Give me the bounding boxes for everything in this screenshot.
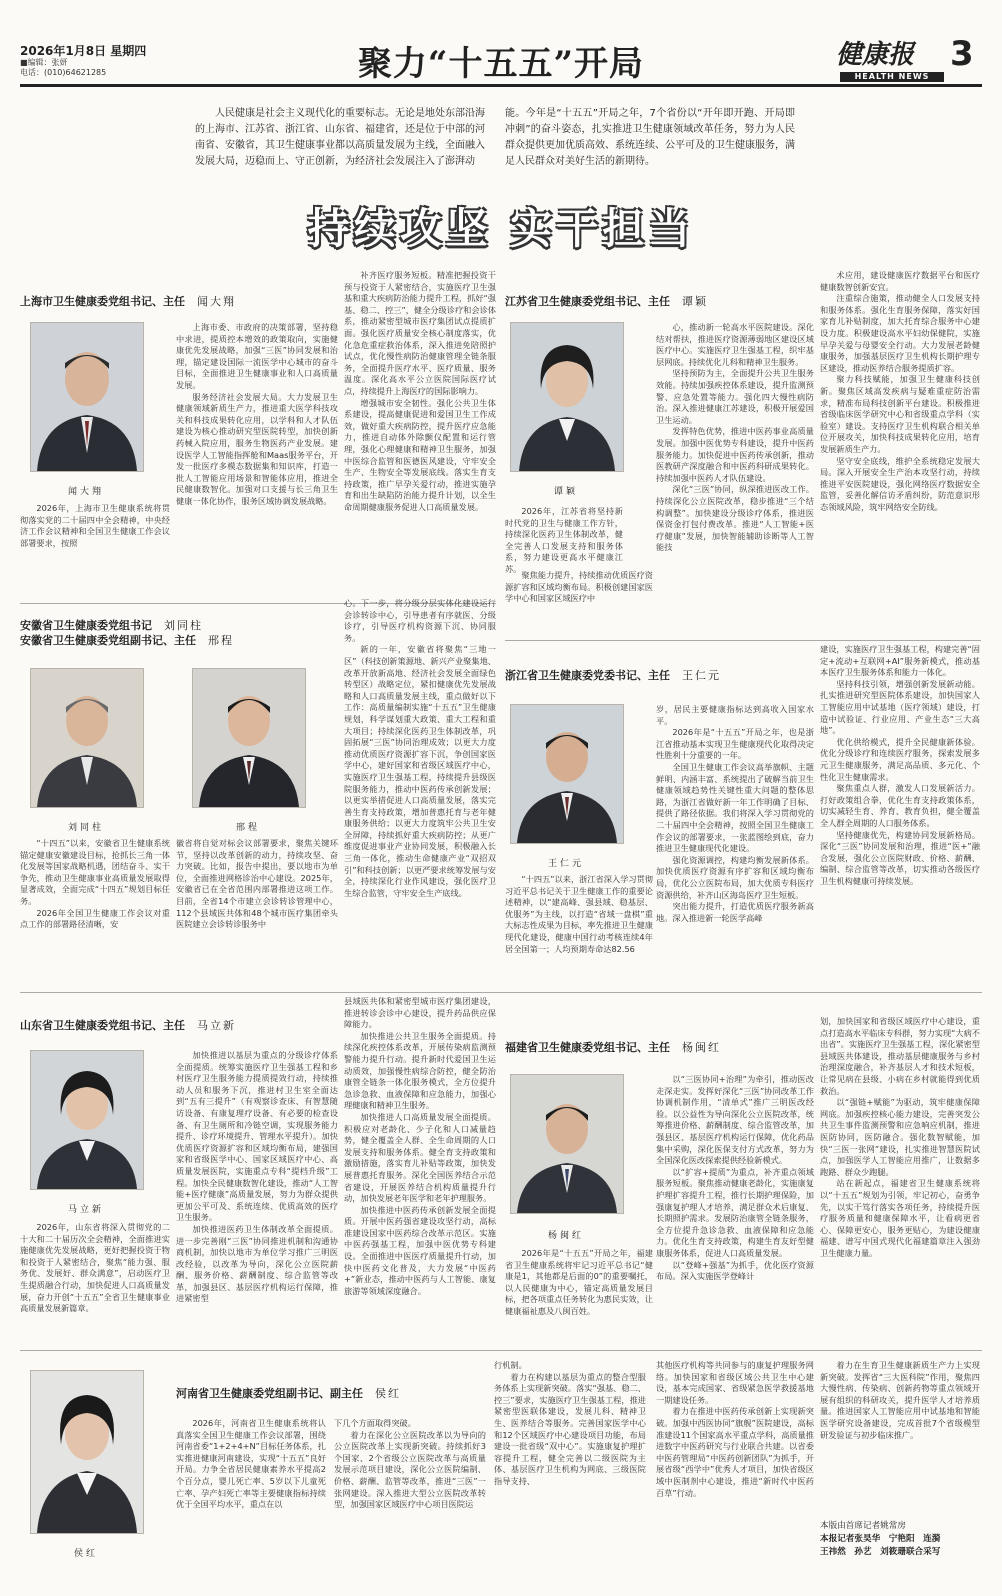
paragraph: 服务经济社会发展大局。大力发展卫生健康领域新质生产力，推进重大医学科技攻关和科技成果转化应用，以学科和人才队伍建设为核心推动研究型医院转型，加快创新药械入院应用，服务生物医药产业发展。建设医学人工智能指挥舱和Maas服务平台，开发一批医疗多模态数据集和知识库，打造一批人工智能应用场景和智能体应用，推进全民健康数智化。加强对口支援与长三角卫生健康一体化协作，服务区域协调发展战略。 — [176, 391, 338, 506]
paragraph: 县域医共体和紧密型城市医疗集团建设，推进转诊会诊中心建设，提升药品供应保障能力。 — [344, 996, 496, 1030]
section-title-anhui-2 — [20, 633, 234, 649]
section-name-shanghai: 闻大翔 — [197, 295, 236, 308]
paragraph: 深化“三医”协同，纵深推进医改工作。持续深化公立医院改革，稳步推进“三个结构调整”。加快建设分级诊疗体系，推进医保资金打包付费改革。推进“人工智能+医疗健康”发展，加快智能辅助诊断等人工智能技 — [656, 484, 814, 553]
paragraph: 补齐医疗服务短板。精准把握投资干预与投资于人紧密结合，实施医疗卫生强基和重大疾病防治能力提升工程，抓好“强基、稳二、控三”，健全分级诊疗和会诊体系，推动紧密型城市医疗集团试点提质扩面。强化医疗质量安全核心制度落实，优化急危重症救治体系，深入推进免陪照护试点，优化慢性病防治健康管理全链条服务，全面提升医疗水平、医疗质量、服务温度。深化高水平公立医院国际医疗试点，持续提升上海医疗的国际影响力。 — [344, 270, 496, 396]
paragraph: 加快推进以基层为重点的分级诊疗体系全面提质。统筹实施医疗卫生强基工程和乡村医疗卫生服务能力提质提效行动，持续推动人员和服务下沉，推进村卫生室全面达到“五有三提升”（有观察诊查床、有智慧随访设备、有康复理疗设备、有必要的检查设备、有卫生厕所和冷链空调，实现服务能力提升、诊疗环境提升、管理水平提升）。加快优质医疗资源扩容和区域均衡布局，建强国家和省级医学中心、国家区域医疗中心、高质量发展医院，实施重点专科“提档升级”工程。加快全民健康数智化建设，推动“人工智能+医疗健康”高质量发展，努力为群众提供更加公平可及、系统连续、优质高效的医疗卫生服务。 — [176, 1050, 338, 1223]
page-number: 3 — [950, 34, 974, 74]
paragraph: 上海市委、市政府的决策部署，坚持稳中求进，提质控本增效的政策取向，实施健康优先发展战略，加强“三医”协同发展和治理，锚定建设国际一流医学中心城市的奋斗目标，全面推进卫生健康事业和人口高质量发展。 — [176, 322, 338, 390]
section-name-shandong: 马立新 — [197, 1019, 236, 1032]
paragraph: 行机制。 — [494, 1360, 527, 1370]
divider — [20, 992, 982, 993]
section-title-zhejiang-text: 浙江省卫生健康委党委书记、主任 — [505, 669, 670, 682]
editor-phone: 电话：(010)64621285 — [20, 68, 107, 77]
newspaper-logo: 健康报 — [836, 40, 915, 70]
paragraph: 强化资源调控，构建均衡发展新体系。加快优质医疗资源有序扩容和区域均衡布局，优化公立医院布局，加大优质专科医疗资源供给，补齐山区海岛医疗卫生短板。 — [656, 854, 814, 900]
caption-henan: 侯红 — [73, 1549, 98, 1559]
section-title-shanghai-text: 上海市卫生健康委党组书记、主任 — [20, 295, 185, 308]
body-henan-col3 — [656, 1360, 814, 1578]
paragraph: 以“三医协同+治理”为牵引，推动医改走深走实。发挥好深化“三医”协同改革工作协调机制作用，“清单式”推广三明医改经验。以公益性为导向深化公立医院改革，统筹推进价格、薪酬制度、综合监管改革，加强县区、基层医疗机构运行保障，优化药品集中采购，深化医保支付方式改革，努力为全国深化医改探索提供经验新模式。 — [656, 1074, 814, 1166]
portrait-jiangsu — [510, 322, 624, 472]
paragraph: 突出能力提升，打造优质医疗服务新高地。深入推进新一轮医学高峰 — [656, 901, 814, 923]
paragraph: 注重综合施策，推动健全人口发展支持和服务体系。强化生育服务保障，落实好国家育儿补贴制度，加大托育综合服务中心建设力度。积极建设高水平妇幼保健院，实施早孕关爱与母婴安全行动。大力发展老龄健康服务，加强基层医疗卫生机构长期护理专区建设，推动医养结合服务提质扩容。 — [820, 293, 980, 373]
paragraph: 聚力科技赋能，加强卫生健康科技创新。聚焦区域高发疾病与疑难重症防治需求，精准布局科技创新平台建设。积极推进省级临床医学研究中心和省级重点学科（实验室）建设。支持医疗卫生机构联合相关单位开展攻关，加快科技成果转化应用，培育发展新质生产力。 — [820, 374, 980, 454]
section-name-anhui-1: 刘同柱 — [164, 619, 203, 632]
lede-left: 人民健康是社会主义现代化的重要标志。无论是地处东部沿海的上海市、江苏省、浙江省、山东省、福建省，还是位于中部的河南省、安徽省，其卫生健康事业都以高质量发展为主线，全面融入发展大局，迈稳而上、守正创新，为经济社会发展注入了澎湃动 — [195, 108, 485, 167]
divider — [20, 1350, 982, 1351]
caption-shanghai: 闻大翔 — [67, 487, 104, 497]
portrait-shanghai — [30, 322, 144, 472]
body-anhui-col1 — [176, 838, 338, 988]
paragraph: 着力在深化公立医院改革以为导向的公立医院改革上实现新突破。持续抓好3个国家、2个省级公立医院改革与高质量发展示范项目建设，深化公立医院编制、价格、薪酬、监管等改革，推进“三医”一张网建设。深入推进大型公立医院改革转型，加强国家区域医疗中心项目医院运 — [334, 1429, 486, 1510]
paragraph: 以“扩容+提质”为重点，补齐重点领域服务短板。聚焦推动健康老龄化，实施康复护理扩容提升工程，推行长期护理保险，加强康复护理人才培养，满足群众术后康复、长期照护需求。发展防治康管全链条服务，全方位提升急诊急救、血液保障和应急能力。优化生育支持政策，构建生育友好型健康服务体系，促进人口高质量发展。 — [656, 1166, 814, 1258]
body-anhui-col2 — [344, 598, 496, 988]
paragraph: 发挥特色优势，推进中医药事业高质量发展。加强中医优势专科建设，提升中医药服务能力。加快促进中医药传承创新，推动医教研产深度融合和中医药科研成果转化。持续加强中医药人才队伍建设。 — [656, 426, 814, 483]
paragraph: 术应用，建设健康医疗数据平台和医疗健康数智创新安宜。 — [820, 270, 980, 292]
section-title-jiangsu — [505, 294, 708, 310]
intro-shandong — [20, 1222, 170, 1328]
intro-henan — [176, 1418, 326, 1578]
body-fujian-col1 — [656, 1074, 814, 1330]
paragraph: 着力在生育卫生健康新质生产力上实现新突破。发挥省“三大医科院”作用，聚焦四大慢性病、传染病、创新药物等重点领域开展有组织的科研攻关，提升医学人才培养质量。推进国家人工智能应用中试基地和智能医学研究设备建设，完成首批7个省级模型研发验证与初步临床推广。 — [820, 1360, 980, 1440]
portrait-fujian — [510, 1074, 624, 1214]
editor-credit: ■编辑：张妍 — [20, 58, 68, 67]
paragraph: 站在新起点，福建省卫生健康系统将以“十五五”规划为引领，牢记初心，奋勇争先，以实干笃行落实各项任务，持续提升医疗服务质量和健康保障水平，让看病更省心、保障更安心，服务更贴心，为建设健康福建、谱写中国式现代化福建篇章注入强劲卫生健康力量。 — [820, 1178, 980, 1258]
section-title-henan — [176, 1386, 401, 1402]
section-title-anhui-2-text: 安徽省卫生健康委党组副书记、主任 — [20, 634, 196, 647]
body-shanghai-col2 — [344, 270, 496, 588]
intro-shanghai-text: 2026年，上海市卫生健康系统将贯彻落实党的二十届四中全会精神，中央经济工作会议精神和全国卫生健康工作会议部署要求，按照 — [20, 503, 170, 548]
section-title-fujian — [505, 1040, 721, 1056]
credit-line: 王祎然 孙艺 刘筱珊联合采写 — [820, 1547, 941, 1557]
paragraph: 着力在构建以基层为重点的整合型服务体系上实现新突破。落实“强基、稳二、控三”要求，实施医疗卫生强基工程，推进紧密型医联体建设，发展儿科、精神卫生、医养结合等服务。完善国家医学中心和12个区域医疗中心建设项目功能，布局建设一批省级“双中心”。实施康复护理扩容提升工程，健全完善以二级医院为主体、基层医疗卫生机构为网底、三级医院指导支持、 — [494, 1371, 646, 1486]
section-name-henan: 侯红 — [375, 1387, 401, 1400]
section-name-anhui-2: 邢程 — [208, 634, 234, 647]
issue-date: 2026年1月8日 星期四 — [20, 44, 147, 58]
section-title-zhejiang — [505, 668, 721, 684]
intro-zhejiang-text: “十四五”以来，浙江省深入学习贯彻习近平总书记关于卫生健康工作的重要论述精神，以“建高峰、强县域、稳基层、优服务”为主线，以打造“省域一盘棋”重大标志性成果为目标，率先推进卫生健康现代化建设，健康中国行动考核连续4年居全国第一；人均预期寿命达82.56 — [505, 874, 653, 954]
side-intro-jiangsu-text: 聚焦能力提升，持续推动优质医疗资源扩容和区域均衡布局。积极创建国家医学中心和国家区域医疗中 — [505, 570, 653, 604]
intro-anhui — [20, 838, 170, 988]
body-jiangsu-col2 — [820, 270, 980, 598]
portrait-anhui-2 — [192, 668, 306, 808]
section-title-jiangsu-text: 江苏省卫生健康委党组书记、主任 — [505, 295, 670, 308]
body-shandong-col1 — [176, 1050, 338, 1330]
section-title-shandong — [20, 1018, 236, 1034]
paragraph: 坚持健康优先，构建协同发展新格局。深化“三医”协同发展和治理，推进“医+”融合发展，强化公立医院财政、价格、薪酬、编制、综合监管等改革，切实推动各级医疗卫生机构健康可持续发展。 — [820, 829, 980, 886]
intro-shandong-text: 2026年，山东省将深入贯彻党的二十大和二十届历次全会精神，全面推进实施健康优先发展战略，更好把握投资于物和投资于人紧密结合，聚焦“能力强、服务优、发展好、群众满意”，启动医疗卫生提质融合行动，加快促进人口高质量发展，奋力开创“十五五”全省卫生健康事业高质量发展新篇章。 — [20, 1222, 170, 1314]
caption-shandong: 马立新 — [67, 1205, 104, 1215]
page-title: 聚力“十五五”开局 — [357, 44, 645, 84]
paragraph: 加快推进医药卫生体制改革全面提质。进一步完善刚“三医”协同推进机制和沟通协商机制，加快以地市为单位学习推广三明医改经验，以改革为导向，深化公立医院薪酬、服务价格、薪酬制度、综合监管等改革，加强县区、基层医疗机构运行保障，推进紧密型 — [176, 1223, 338, 1304]
body-henan-col4 — [820, 1360, 980, 1514]
main-headline: 持续攻坚 实干担当 — [307, 204, 695, 253]
paragraph: 着力在推进中医药传承创新上实现新突破。加强中西医协同“旗舰”医院建设，高标准建设11个国家高水平重点学科，高质量推进数字中医药研究与行业联合共建。以省委中医药管理局“中医药创新团队”为抓手，开展省级“西学中”优秀人才项目，加快省级区域中医制剂中心建设，推进“新时代中医药百草”行动。 — [656, 1406, 814, 1498]
section-title-shandong-text: 山东省卫生健康委党组书记、主任 — [20, 1019, 185, 1032]
lede-right: 能。今年是“十五五”开局之年，7个省份以“开年即开跑、开局即冲刺”的奋斗姿态，扎实推进卫生健康领域改革任务，努力为人民群众提供更加优质高效、系统连续、公平可及的卫生健康服务，满足人民群众对美好生活的新期待。 — [505, 108, 795, 167]
intro-shanghai — [20, 503, 170, 583]
body-zhejiang-col1 — [656, 704, 814, 986]
paragraph: 加快推进人口高质量发展全面提质。积极应对老龄化、少子化和人口减量趋势，健全覆盖全人群、全生命周期的人口发展支持和服务体系。健全育支持政策和激励措施，落实育儿补贴等政策，加快发展普惠托育服务。深化全国医养结合示范省建设，开展医养结合机构质量提升行动，加快发展老年医学和老年护理服务。 — [344, 1111, 496, 1204]
portrait-henan — [30, 1370, 144, 1534]
intro-fujian-text: 2026年是“十五五”开局之年，福建省卫生健康系统将牢记习近平总书记“健康是1，其他都是后面的0”的重要嘱托，以人民健康为中心，锚定高质量发展目标，把各项重点任务转化为惠民实效，让健康福祉惠及八闽百姓。 — [505, 1248, 653, 1316]
intro-fujian — [505, 1248, 653, 1330]
intro-jiangsu — [505, 506, 623, 574]
portrait-anhui-1 — [30, 668, 144, 808]
section-title-anhui-1-text: 安徽省卫生健康委党组书记 — [20, 619, 152, 632]
intro-anhui-text: “十四五”以来，安徽省卫生健康系统锚定健康安徽建设目标，抢抓长三角一体化发展等国家战略机遇，团结奋斗、实干争先，推动卫生健康事业高质量发展取得显著成效，全面完成“十四五”规划目标任务。 — [20, 838, 170, 906]
paragraph: 岁，居民主要健康指标达到高收入国家水平。 — [656, 704, 814, 726]
paragraph: 增强城市安全韧性。强化公共卫生体系建设，提高健康促进和爱国卫生工作成效，做好重大疾病防控，提升医疗应急能力，推进自动体外除颤仪配置和运行管理，强化心理健康和精神卫生服务，加强中医综合监管和医德医风建设，守牢安全生产、生物安全等发展底线。落实生育支持政策，推广早孕关爱行动，推进实施孕育和出生缺陷防治能力提升计划，以全生命周期健康服务促进人口高质量发展。 — [344, 397, 496, 512]
body-henan-col1 — [334, 1418, 486, 1578]
portrait-shandong — [30, 1050, 144, 1190]
paragraph: 下几个方面取得突破。 — [334, 1418, 416, 1428]
paragraph: 加快推进中医药传承创新发展全面提质。开展中医药强省建设攻坚行动，高标准建设国家中医药综合改革示范区。实施中医药强基工程，加强中医优势专科建设。全面推进中医医疗质量提升行动，加快中医药文化普及，大力发展“中医药+”新业态，推动中医药与人工智能、康复旅游等领域深度融合。 — [344, 1204, 496, 1296]
body-jiangsu-col1 — [656, 322, 814, 596]
article-credits — [820, 1520, 990, 1559]
caption-fujian: 杨闽红 — [547, 1231, 584, 1241]
side-intro-jiangsu — [505, 570, 653, 604]
caption-jiangsu: 谭颖 — [553, 487, 578, 497]
section-name-zhejiang: 王仁元 — [682, 669, 721, 682]
paragraph: 以“强链+赋能”为驱动，筑牢健康保障网底。加强疾控核心能力建设，完善突发公共卫生事件监测预警和应急响应机制，推进医防协同，医防融合。强化数智赋能，加快“三医一张网”建设，扎实推进智慧医院试点，加强医学人工智能应用推广，让数据多跑路、群众少跑腿。 — [820, 1097, 980, 1177]
paragraph: 全国卫生健康工作会议高举旗帜、主题鲜明、内涵丰富、系统提出了破解当前卫生健康领域趋势性关键性重大问题的整体思路，为浙江省做好新一年工作明确了目标、提供了路径依据。我们将深入学习贯彻党的二十届四中全会精神，按照全国卫生健康工作会议的部署要求，一张蓝图绘到底，奋力推进卫生健康现代化建设。 — [656, 761, 814, 854]
caption-anhui-1: 刘同柱 — [67, 823, 104, 833]
paragraph: 加快推进公共卫生服务全面提质。持续深化疾控体系改革，开展传染病监测预警能力提升行动。提升新时代爱国卫生运动质效，加强慢性病综合防控，健全防治康管全链条一体化服务模式，全方位提升急诊急救、血液保障和应急能力，加强心理健康和精神卫生服务。 — [344, 1030, 496, 1111]
intro-henan-text: 2026年，河南省卫生健康系统将认真落实全国卫生健康工作会议部署，围绕河南省委“1+2+4+N”目标任务体系，扎实推进健康河南建设，实现“十五五”良好开局。力争全省居民健康素养水平提高2个百分点，婴儿死亡率、5岁以下儿童死亡率、孕产妇死亡率等主要健康指标持续优于全国平均水平，重点在以 — [176, 1418, 326, 1510]
portrait-zhejiang — [510, 704, 624, 844]
paragraph: 其他医疗机构等共同参与的康复护理服务网络。加快国家和省级区域公共卫生中心建设，基本完成国家、省级紧急医学救援基地一期建设任务。 — [656, 1360, 814, 1405]
paragraph: 坚持科技引领，增强创新发展新动能。扎实推进研究型医院体系建设，加快国家人工智能应用中试基地（医疗领域）建设，打造中试验证、行业应用、产业生态“三大高地”。 — [820, 678, 980, 736]
intro-zhejiang — [505, 874, 653, 984]
caption-anhui-2: 邢程 — [235, 823, 260, 833]
divider — [505, 640, 981, 641]
caption-zhejiang: 王仁元 — [547, 859, 584, 869]
paragraph: 坚守安全底线，维护全系统稳定发展大局。深入开展安全生产治本攻坚行动，持续推进平安医院建设，强化网络医疗数据安全监管，妥善化解信访矛盾纠纷，防范意识形态领域风险，筑牢网络安全防线。 — [820, 455, 980, 512]
credit-line: 本报记者张昊华 宁艳阳 连漪 — [820, 1534, 941, 1544]
body-henan-col2 — [494, 1360, 646, 1578]
body-shandong-col2 — [344, 996, 496, 1330]
section-title-shanghai — [20, 294, 236, 310]
paragraph: 坚持预防为主，全面提升公共卫生服务效能。持续加强疾控体系建设，提升监测预警、应急处置等能力。强化四大慢性病防治。深入推进健康江苏建设，积极开展爱国卫生运动。 — [656, 368, 814, 425]
section-title-anhui-1 — [20, 618, 203, 634]
paragraph: 划，加快国家和省级区域医疗中心建设，重点打造高水平临床专科群，努力实现“大病不出省”。实施医疗卫生强基工程，深化紧密型县域医共体建设，推动基层健康服务与乡村治理深度融合，补齐基层人才和技术短板，让常见病在县级、小病在乡村就能得到优质救治。 — [820, 1016, 980, 1096]
paragraph: 心。下一步，将分级分层实体化建设运行会诊转诊中心，引导患者有序就医、分级诊疗，引导医疗机构资源下沉、协同服务。 — [344, 598, 496, 643]
section-title-fujian-text: 福建省卫生健康委党组书记、主任 — [505, 1041, 670, 1054]
paragraph: 以“登峰+强基”为抓手，优化医疗资源布局。深入实施医学登峰计 — [656, 1259, 814, 1282]
credit-line: 本版由首席记者姚常房 — [820, 1521, 906, 1531]
intro-jiangsu-text: 2026年，江苏省将坚持新时代党的卫生与健康工作方针，持续深化医药卫生体制改革，健全完善人口发展支持和服务体系，努力建设更高水平健康江苏。 — [505, 506, 623, 574]
paragraph: 聚焦重点人群，激发人口发展新活力。打好政策组合拳，优化生育支持政策体系，切实减轻生育、养育、教育负担，健全覆盖全人群全周期的人口服务体系。 — [820, 783, 980, 828]
intro-anhui-text-2: 2026年全国卫生健康工作会议对重点工作的部署路径清晰，安 — [20, 907, 170, 930]
body-shanghai-col1 — [176, 322, 338, 588]
paragraph: 优化供给模式，提升全民健康新体验。优化分级诊疗和连续医疗服务，探索发展多元卫生健康服务，满足高品质、多元化、个性化卫生健康需求。 — [820, 736, 980, 782]
body-fujian-col2 — [820, 1016, 980, 1330]
paragraph: 建设，实施医疗卫生强基工程，构建完善“固定+流动+互联网+AI”服务新模式，推动基本医疗卫生服务体系和能力一体化。 — [820, 644, 980, 678]
section-name-jiangsu: 谭颖 — [682, 295, 708, 308]
section-name-fujian: 杨闽红 — [682, 1041, 721, 1054]
paragraph: 心，推动新一轮高水平医院建设。深化结对帮扶，推进医疗资源薄弱地区建设区域医疗中心。实施医疗卫生强基工程，织牢基层网底。持续优化儿科和精神卫生服务。 — [656, 322, 814, 367]
section-title-henan-text: 河南省卫生健康委党组副书记、副主任 — [176, 1387, 363, 1400]
paragraph: 徽省将自觉对标会议部署要求，聚焦关键环节，坚持以改革创新的动力，持续攻坚、奋力突破。比如，报告中提出，要以地市为单位，全面推进网格诊治中心建设。2025年，安徽省已在全省范围内部署推进这项工作。目前，全省14个市建立会诊转诊管理中心，112个县域医共体和48个城市医疗集团牵头医院建立会诊转诊服务中 — [176, 838, 338, 930]
header-rule — [20, 84, 982, 87]
newspaper-logo-english: HEALTH NEWS — [840, 72, 944, 82]
body-zhejiang-col2 — [820, 644, 980, 986]
paragraph: 2026年是“十五五”开局之年，也是浙江省推动基本实现卫生健康现代化取得决定性胜利十分重要的一年。 — [656, 727, 814, 761]
paragraph: 新的一年，安徽省将聚焦“三地一区”（科技创新策源地、新兴产业聚集地、改革开放新高地、经济社会发展全面绿色转型区）战略定位，紧扣健康优先发展战略和人口高质量发展主线，重点做好以下工作：高质量编制实施“十五五”卫生健康规划，科学谋划重大政策、重大工程和重大项目；持续深化医药卫生体制改革，巩固拓展“三医”协同治理成效；以更大力度推动优质医疗资源扩容下沉，争创国家医学中心，建好国家和省级区域医疗中心，实施医疗卫生强基工程，持续提升县级医院服务能力，推动中医药传承创新发展；以更实举措促进人口高质量发展，落实完善生育支持政策，增加普惠托育与老年健康服务供给；以更大力度筑牢公共卫生安全屏障，持续抓好重大疾病防控；从更广维度促进事业产业协同发展，积极融入长三角一体化，推动生命健康产业“双招双引”和科技创新；以更严要求统筹发展与安全，持续深化行业作风建设，强化医疗卫生综合监管，守牢安全生产底线。 — [344, 644, 496, 898]
